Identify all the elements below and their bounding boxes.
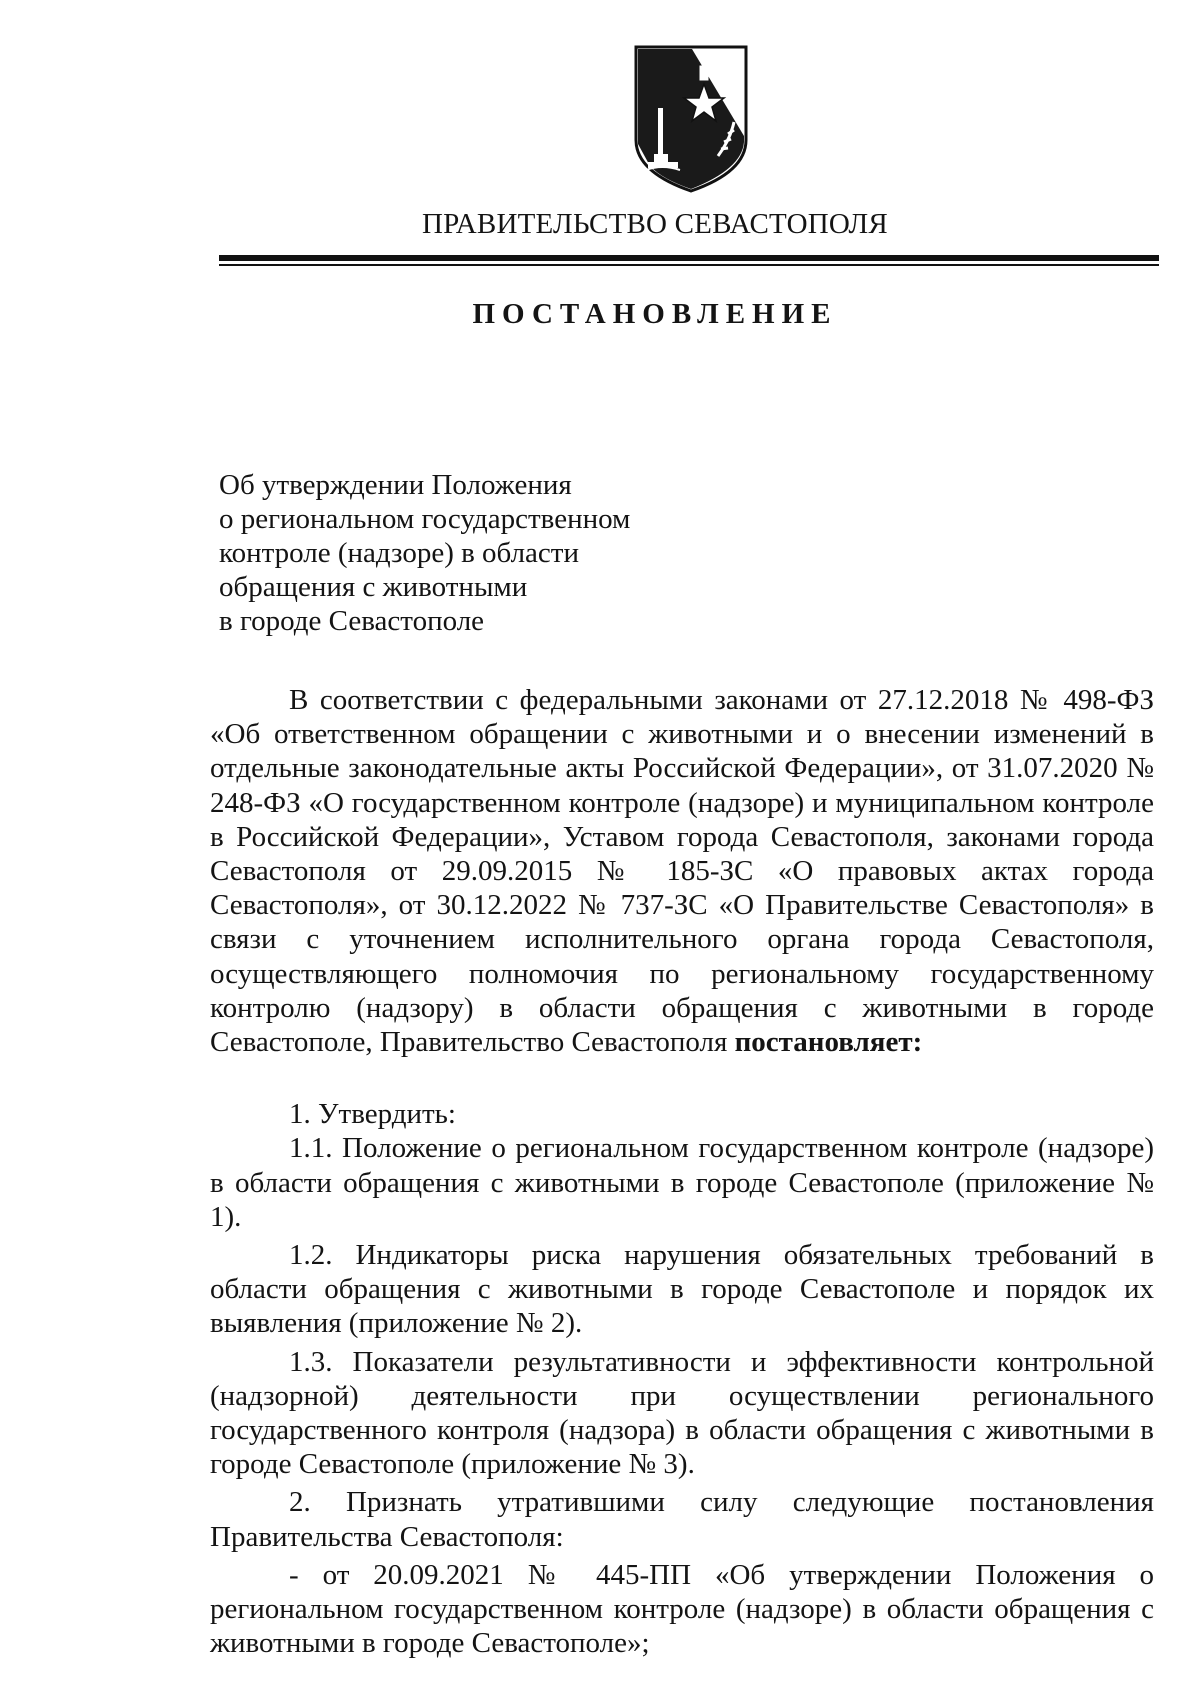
sevastopol-coat-of-arms-icon: [632, 44, 750, 194]
document-subject: [219, 468, 739, 638]
preamble-text: В соответствии с федеральными законами от 27.12.2018 № 498-ФЗ «Об ответственном обращении с животными и о внесении изменений в отдельные законодательные акты Российской Федерации», от 31.07.2020 № 248-ФЗ «О государственном контроле (надзоре) и муниципальном контроле в Российской Федерации», Уставом города Севастополя, законами города Севастополя от 29.09.2015 № 185-ЗС «О правовых актах города Севастополя», от 30.12.2022 № 737-ЗС «О Правительстве Севастополя» в связи с уточнением исполнительного органа города Севастополя, осуществляющего полномочия по региональному государственному контролю (надзору) в области обращения с животными в городе Севастополе, Правительство Севастополя: [210, 684, 1154, 1059]
preamble-decision-word: постановляет:: [734, 1026, 923, 1059]
subject-line: контроле (надзоре) в области: [219, 537, 579, 569]
subject-line: обращения с животными: [219, 571, 528, 603]
subject-line: о региональном государственном: [219, 503, 631, 535]
item-2: 2. Признать утратившими силу следующие постановления Правительства Севастополя:: [210, 1486, 1154, 1553]
item-1-3: 1.3. Показатели результативности и эффективности контрольной (надзорной) деятельности при осуществлении регионального государственного контроля (надзора) в области обращения с животными в городе Севастополе (приложение № 3).: [210, 1345, 1154, 1481]
subject-line: в городе Севастополе: [219, 605, 485, 637]
document-type-heading: ПОСТАНОВЛЕНИЕ: [472, 298, 838, 330]
header-divider-thick: [219, 255, 1159, 261]
item-1-2: 1.2. Индикаторы риска нарушения обязательных требований в области обращения с животными в городе Севастополе и порядок их выявления (приложение № 2).: [210, 1239, 1154, 1340]
organization-title: ПРАВИТЕЛЬСТВО СЕВАСТОПОЛЯ: [422, 208, 888, 240]
subject-line: Об утверждении Положения: [219, 469, 572, 501]
header-divider-thin: [219, 264, 1159, 266]
item-1-1: 1.1. Положение о региональном государственном контроле (надзоре) в области обращения с животными в городе Севастополе (приложение № 1).: [210, 1132, 1154, 1233]
item-2-a: - от 20.09.2021 № 445-ПП «Об утверждении Положения о региональном государственном контроле (надзоре) в области обращения с животными в городе Севастополе»;: [210, 1558, 1154, 1660]
item-1: 1. Утвердить:: [289, 1098, 456, 1131]
document-body: [210, 683, 1154, 1660]
preamble-paragraph: [210, 683, 1154, 1059]
